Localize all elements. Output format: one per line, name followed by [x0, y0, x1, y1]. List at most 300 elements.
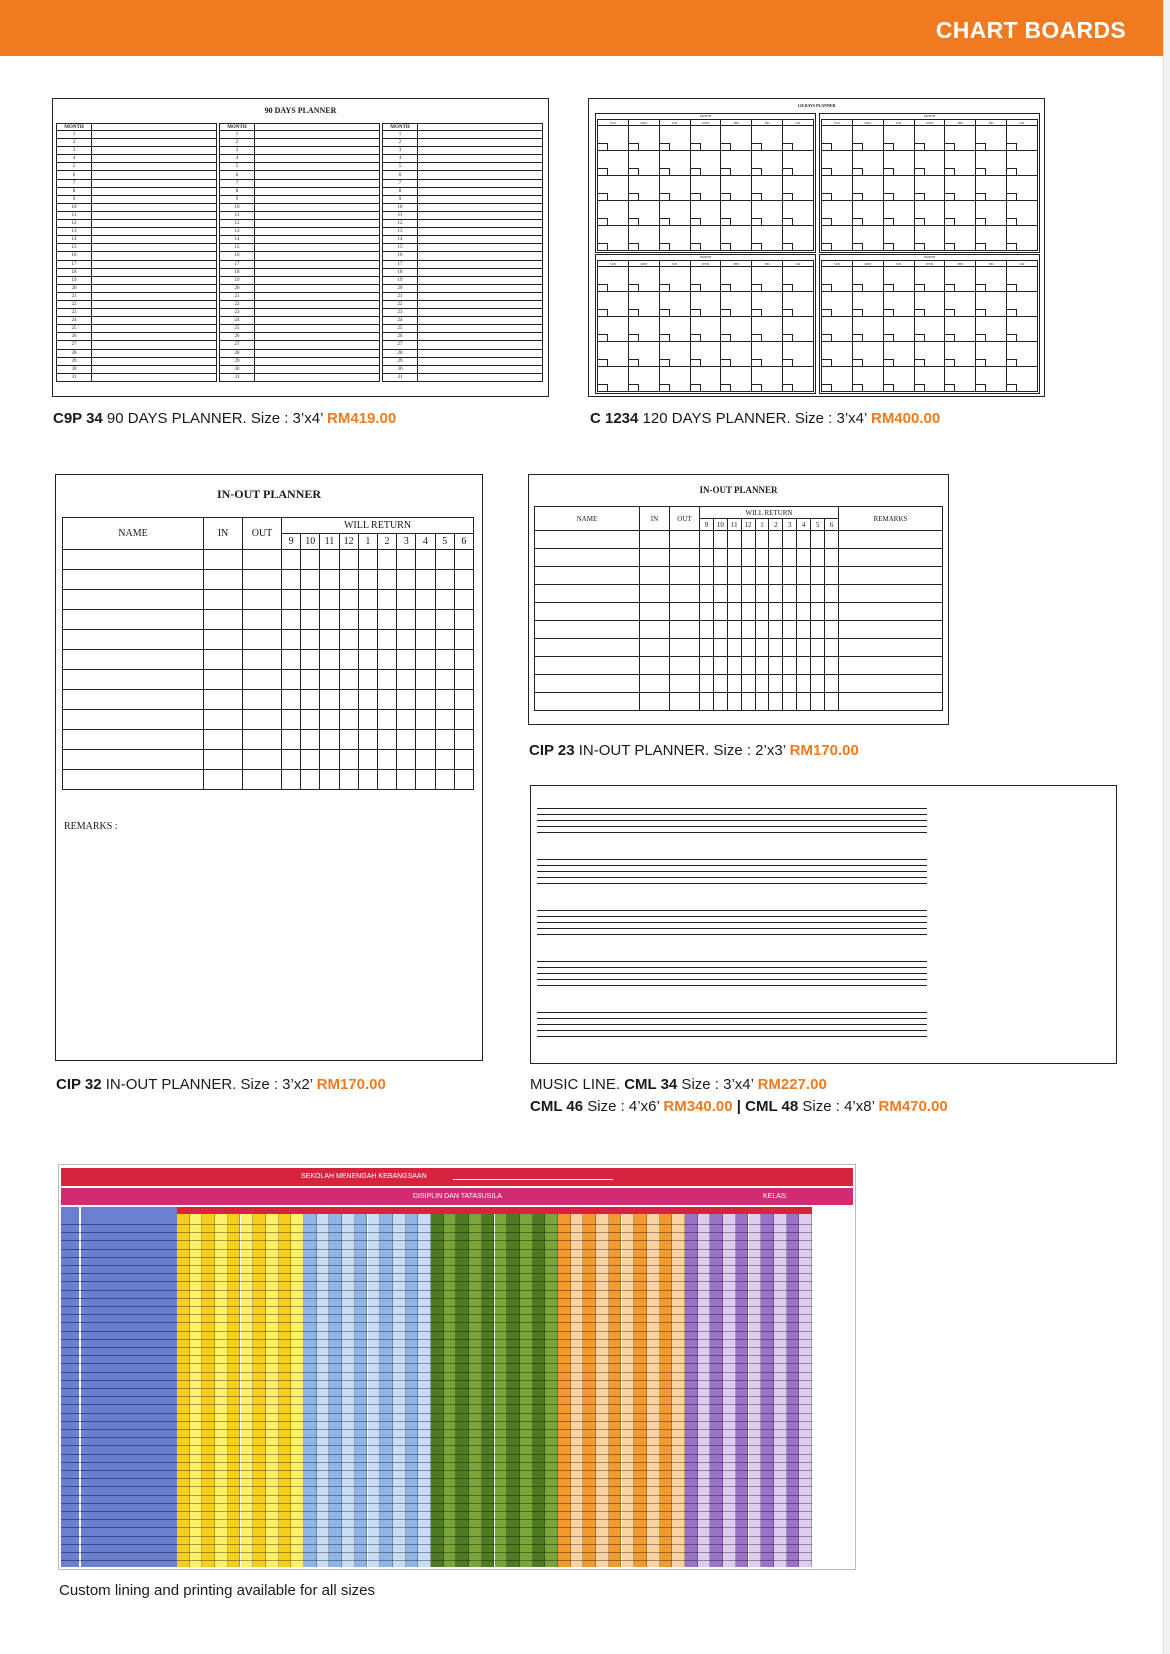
entry-cell [640, 639, 670, 657]
date-box [598, 284, 608, 291]
entry-cell [339, 550, 358, 570]
date-box [721, 334, 731, 341]
grid-column [761, 1214, 774, 1567]
row-line [685, 1298, 812, 1299]
row-line [685, 1421, 812, 1422]
out-header: OUT [670, 507, 700, 531]
row-line [558, 1536, 685, 1537]
day-line [418, 131, 543, 139]
row-line [304, 1347, 431, 1348]
row-line [685, 1322, 812, 1323]
product-price: RM170.00 [316, 1076, 386, 1093]
day-number: 22 [220, 300, 255, 308]
entry-cell [670, 693, 700, 711]
planner-90-section [56, 123, 217, 382]
day-number: 7 [383, 179, 418, 187]
grid-column [698, 1214, 711, 1567]
entry-cell [825, 567, 839, 585]
entry-cell [339, 590, 358, 610]
row-line [431, 1339, 558, 1340]
day-number: 13 [220, 228, 255, 236]
row-line [304, 1224, 431, 1225]
calendar-quadrant [819, 113, 1040, 253]
day-number: 5 [57, 163, 92, 171]
calendar-day-cell [883, 342, 914, 367]
entry-cell [358, 690, 377, 710]
day-line [92, 373, 217, 381]
day-number: 6 [383, 171, 418, 179]
calendar-day-cell [598, 342, 629, 367]
row-line [685, 1462, 812, 1463]
calendar-day-cell [598, 176, 629, 201]
calendar-day-cell [976, 292, 1007, 317]
entry-cell [535, 585, 640, 603]
entry-cell [243, 730, 282, 750]
calendar-day-cell [721, 226, 752, 251]
calendar-day-cell [690, 151, 721, 176]
entry-cell [797, 549, 811, 567]
row-line [558, 1224, 685, 1225]
calendar-day-cell [914, 342, 945, 367]
date-box [915, 309, 925, 316]
calendar-day-cell [945, 267, 976, 292]
day-number: 6 [220, 171, 255, 179]
day-line [418, 341, 543, 349]
entry-cell [727, 567, 741, 585]
row-line [177, 1454, 304, 1455]
day-number: 8 [383, 187, 418, 195]
row-line [61, 1363, 177, 1364]
entry-cell [397, 750, 416, 770]
row-line [431, 1306, 558, 1307]
row-line [685, 1429, 812, 1430]
row-line [61, 1331, 177, 1332]
grid-column [558, 1214, 571, 1567]
day-line [92, 179, 217, 187]
day-line [418, 252, 543, 260]
hour-header: 4 [416, 534, 435, 550]
date-box [598, 168, 608, 175]
calendar-day-cell [976, 201, 1007, 226]
inout-32-caption [56, 1076, 386, 1093]
discipline-group [304, 1207, 431, 1567]
row-line [431, 1331, 558, 1332]
entry-cell [282, 730, 301, 750]
day-line [418, 309, 543, 317]
date-box [915, 193, 925, 200]
row-line [431, 1265, 558, 1266]
calendar-day-cell [752, 367, 783, 392]
entry-cell [204, 630, 243, 650]
date-box [629, 143, 639, 150]
date-box [822, 384, 832, 391]
entry-cell [63, 750, 204, 770]
day-line [92, 244, 217, 252]
day-line [418, 292, 543, 300]
day-number: 29 [383, 357, 418, 365]
row-line [61, 1347, 177, 1348]
day-number: 28 [383, 349, 418, 357]
row-line [177, 1544, 304, 1545]
row-line [61, 1404, 177, 1405]
entry-cell [783, 657, 797, 675]
row-line [558, 1404, 685, 1405]
entry-cell [811, 693, 825, 711]
day-number: 7 [220, 179, 255, 187]
day-number: 21 [57, 292, 92, 300]
day-line [418, 211, 543, 219]
day-number: 5 [220, 163, 255, 171]
calendar-day-cell [976, 126, 1007, 151]
grid-column [520, 1214, 533, 1567]
grid-column [482, 1214, 495, 1567]
entry-cell [727, 549, 741, 567]
row-line [61, 1413, 177, 1414]
day-line [255, 357, 380, 365]
row-line [61, 1232, 177, 1233]
calendar-day-cell [628, 201, 659, 226]
date-box [721, 193, 731, 200]
day-line [255, 317, 380, 325]
row-line [61, 1486, 177, 1487]
day-line [418, 260, 543, 268]
entry-cell [454, 550, 473, 570]
day-number: 22 [383, 300, 418, 308]
product-code: CML 46 [530, 1098, 584, 1115]
date-box [598, 143, 608, 150]
entry-cell [358, 750, 377, 770]
row-line [558, 1372, 685, 1373]
day-number: 1 [57, 131, 92, 139]
entry-cell [397, 610, 416, 630]
calendar-day-cell [628, 292, 659, 317]
day-line [255, 268, 380, 276]
number-column [61, 1207, 79, 1567]
entry-cell [397, 590, 416, 610]
day-number: 29 [57, 357, 92, 365]
grid-column [787, 1214, 800, 1567]
grid-column [444, 1214, 457, 1567]
day-line [418, 349, 543, 357]
date-box [783, 218, 793, 225]
row-line [304, 1363, 431, 1364]
calendar-day-cell [721, 342, 752, 367]
entry-cell [358, 610, 377, 630]
date-box [945, 243, 955, 250]
entry-cell [670, 567, 700, 585]
row-line [61, 1511, 177, 1512]
row-line [685, 1437, 812, 1438]
date-box [721, 243, 731, 250]
entry-cell [783, 675, 797, 693]
calendar-day-cell [852, 226, 883, 251]
day-number: 25 [57, 325, 92, 333]
calendar-day-cell [752, 126, 783, 151]
entry-cell [741, 621, 755, 639]
calendar-day-cell [883, 226, 914, 251]
row-line [177, 1224, 304, 1225]
product-price: RM227.00 [757, 1076, 827, 1093]
row-line [177, 1486, 304, 1487]
calendar-day-cell [659, 367, 690, 392]
grid-column [190, 1214, 203, 1567]
grid-column [202, 1214, 215, 1567]
entry-cell [700, 621, 714, 639]
day-number: 27 [57, 341, 92, 349]
calendar-day-cell [752, 151, 783, 176]
day-line [418, 171, 543, 179]
date-box [721, 384, 731, 391]
row-line [431, 1445, 558, 1446]
entry-cell [811, 639, 825, 657]
entry-cell [339, 570, 358, 590]
day-line [418, 163, 543, 171]
month-label: MONTH [700, 255, 711, 259]
day-line [255, 309, 380, 317]
day-number: 11 [57, 211, 92, 219]
row-line [177, 1519, 304, 1520]
grid-column [685, 1214, 698, 1567]
day-line [418, 195, 543, 203]
page-title: CHART BOARDS [935, 17, 1126, 43]
date-box [721, 309, 731, 316]
calendar-day-cell [659, 342, 690, 367]
row-line [685, 1339, 812, 1340]
entry-cell [713, 639, 727, 657]
date-box [629, 334, 639, 341]
row-line [685, 1478, 812, 1479]
day-line [92, 349, 217, 357]
entry-cell [301, 750, 320, 770]
date-box [945, 334, 955, 341]
entry-cell [839, 657, 943, 675]
date-box [752, 243, 762, 250]
entry-cell [755, 585, 769, 603]
calendar-quadrant [595, 254, 816, 394]
date-box [783, 334, 793, 341]
entry-cell [416, 650, 435, 670]
planner-120-title: 120 DAYS PLANNER [797, 103, 836, 108]
hour-header: 9 [700, 519, 714, 531]
day-number: 24 [57, 317, 92, 325]
row-line [177, 1265, 304, 1266]
entry-cell [243, 570, 282, 590]
entry-cell [755, 693, 769, 711]
day-number: 17 [383, 260, 418, 268]
entry-cell [243, 610, 282, 630]
row-line [558, 1454, 685, 1455]
entry-cell [416, 770, 435, 790]
entry-cell [640, 585, 670, 603]
day-line [255, 244, 380, 252]
row-line [558, 1511, 685, 1512]
calendar-day-cell [1007, 126, 1038, 151]
day-line [418, 373, 543, 381]
day-number: 5 [383, 163, 418, 171]
entry-cell [783, 693, 797, 711]
calendar-day-cell [628, 267, 659, 292]
calendar-day-cell [628, 317, 659, 342]
row-line [431, 1511, 558, 1512]
row-line [558, 1470, 685, 1471]
row-line [431, 1322, 558, 1323]
date-box [976, 309, 986, 316]
day-line [92, 220, 217, 228]
entry-cell [797, 657, 811, 675]
entry-cell [416, 730, 435, 750]
entry-cell [204, 730, 243, 750]
entry-cell [670, 639, 700, 657]
grid-column [622, 1214, 635, 1567]
entry-cell [825, 603, 839, 621]
row-line [685, 1511, 812, 1512]
calendar-day-cell [914, 176, 945, 201]
entry-cell [535, 639, 640, 657]
day-number: 23 [383, 309, 418, 317]
row-line [177, 1273, 304, 1274]
entry-cell [755, 567, 769, 585]
date-box [660, 309, 670, 316]
grid-column [329, 1214, 342, 1567]
product-code: CIP 23 [529, 742, 575, 759]
name-column [81, 1207, 177, 1567]
row-line [685, 1306, 812, 1307]
row-line [177, 1306, 304, 1307]
entry-cell [825, 657, 839, 675]
row-line [61, 1503, 177, 1504]
entry-cell [839, 585, 943, 603]
date-box [976, 284, 986, 291]
day-line [92, 195, 217, 203]
calendar-day-cell [752, 226, 783, 251]
entry-cell [727, 585, 741, 603]
day-number: 3 [57, 147, 92, 155]
in-header: IN [204, 518, 243, 550]
weekday-header: MON [852, 261, 883, 267]
entry-cell [454, 610, 473, 630]
discipline-group [177, 1207, 304, 1567]
row-line [177, 1396, 304, 1397]
row-line [685, 1544, 812, 1545]
row-line [61, 1536, 177, 1537]
entry-cell [204, 610, 243, 630]
date-box [853, 334, 863, 341]
calendar-day-cell [783, 151, 814, 176]
date-box [783, 309, 793, 316]
date-box [660, 334, 670, 341]
day-line [418, 333, 543, 341]
row-line [61, 1306, 177, 1307]
date-box [853, 359, 863, 366]
weekday-header: SUN [598, 261, 629, 267]
day-number: 17 [220, 260, 255, 268]
date-box [915, 384, 925, 391]
day-number: 30 [57, 365, 92, 373]
calendar-day-cell [883, 367, 914, 392]
calendar-day-cell [690, 342, 721, 367]
entry-cell [397, 570, 416, 590]
day-line [92, 163, 217, 171]
row-line [558, 1388, 685, 1389]
entry-cell [713, 549, 727, 567]
entry-cell [435, 630, 454, 650]
date-box [1007, 359, 1017, 366]
entry-cell [670, 603, 700, 621]
row-line [431, 1388, 558, 1389]
weekday-header: TUE [659, 120, 690, 126]
calendar-day-cell [822, 176, 853, 201]
entry-cell [783, 549, 797, 567]
entry-cell [700, 693, 714, 711]
weekday-header: SUN [822, 120, 853, 126]
date-box [691, 243, 701, 250]
weekday-header: WED [914, 261, 945, 267]
day-number: 10 [383, 203, 418, 211]
date-box [1007, 143, 1017, 150]
weekday-header: FRI [752, 120, 783, 126]
row-line [685, 1527, 812, 1528]
date-box [752, 309, 762, 316]
date-box [945, 384, 955, 391]
day-line [92, 365, 217, 373]
date-box [853, 193, 863, 200]
row-line [431, 1454, 558, 1455]
hour-header: 10 [301, 534, 320, 550]
row-line [304, 1388, 431, 1389]
calendar-day-cell [628, 151, 659, 176]
date-box [752, 359, 762, 366]
date-box [691, 309, 701, 316]
entry-cell [397, 670, 416, 690]
planner-90-board [52, 98, 549, 397]
staff-line [537, 871, 927, 872]
day-line [92, 260, 217, 268]
row-line [177, 1552, 304, 1553]
entry-cell [435, 590, 454, 610]
row-line [558, 1486, 685, 1487]
grid-column [342, 1214, 355, 1567]
date-box [691, 218, 701, 225]
date-box [884, 334, 894, 341]
calendar-day-cell [883, 176, 914, 201]
day-number: 16 [220, 252, 255, 260]
will-return-header: WILL RETURN [700, 507, 839, 519]
entry-cell [301, 610, 320, 630]
entry-cell [535, 693, 640, 711]
calendar-day-cell [976, 267, 1007, 292]
entry-cell [640, 657, 670, 675]
date-box [752, 143, 762, 150]
row-line [304, 1290, 431, 1291]
date-box [598, 309, 608, 316]
calendar-day-cell [945, 342, 976, 367]
row-line [558, 1429, 685, 1430]
date-box [783, 243, 793, 250]
inout-23-board [528, 474, 949, 725]
entry-cell [320, 610, 339, 630]
entry-cell [741, 567, 755, 585]
entry-cell [301, 630, 320, 650]
day-line [255, 292, 380, 300]
day-line [255, 236, 380, 244]
entry-cell [358, 570, 377, 590]
entry-cell [320, 690, 339, 710]
day-number: 23 [220, 309, 255, 317]
row-line [431, 1486, 558, 1487]
calendar-day-cell [721, 176, 752, 201]
entry-cell [358, 650, 377, 670]
calendar-day-cell [883, 317, 914, 342]
